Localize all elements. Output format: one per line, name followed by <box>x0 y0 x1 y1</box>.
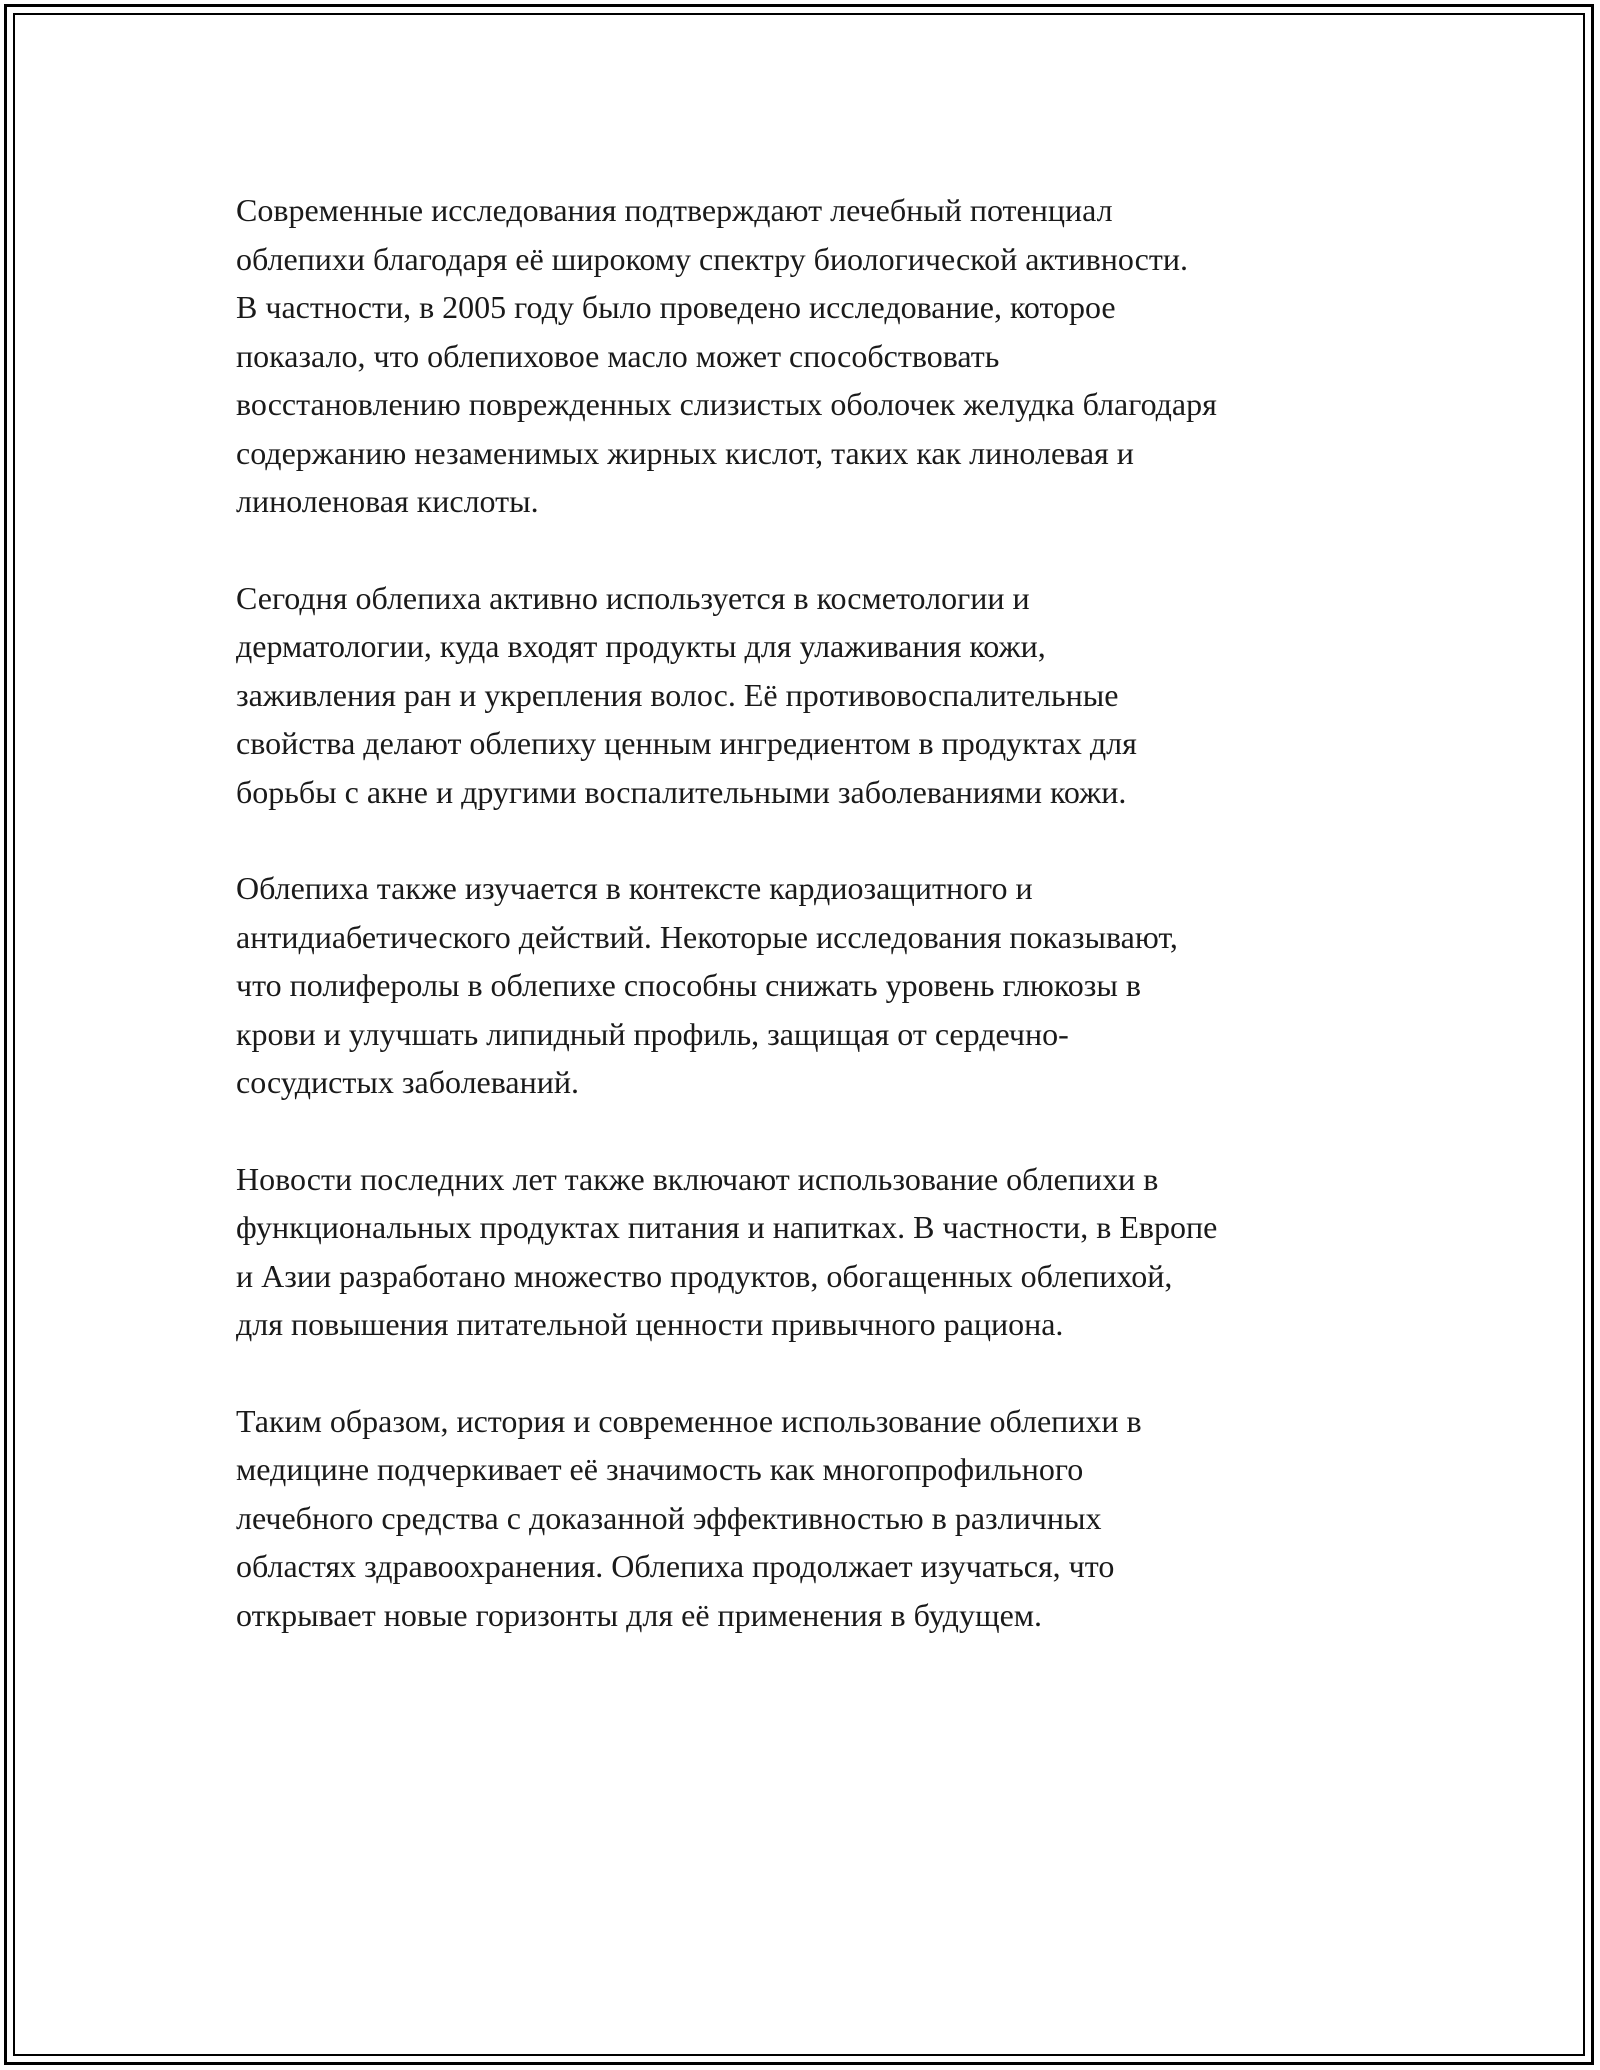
text-line: дерматологии, куда входят продукты для улаживания кожи, <box>236 628 1046 664</box>
text-line: заживления ран и укрепления волос. Её противовоспалительные <box>236 676 1119 713</box>
text-line: свойства делают облепиху ценным ингредиентом в продуктах для <box>236 725 1137 761</box>
text-line: восстановлению поврежденных слизистых оболочек желудка благодаря <box>236 386 1217 422</box>
paragraph-functional-food <box>236 1155 1386 1349</box>
paragraph-cosmetology <box>236 574 1386 817</box>
text-line: В частности, в 2005 году было проведено исследование, которое <box>236 289 1116 325</box>
text-line: показало, что облепиховое масло может способствовать <box>236 337 1000 374</box>
text-line: лечебного средства с доказанной эффективностью в различных <box>236 1499 1102 1536</box>
text-line: Облепиха также изучается в контексте кардиозащитного и <box>236 870 1033 906</box>
text-line: крови и улучшать липидный профиль, защищая от сердечно- <box>236 1015 1069 1052</box>
text-line: для повышения питательной ценности привычного рациона. <box>236 1306 1064 1342</box>
paragraph-research <box>236 186 1386 526</box>
text-line: содержанию незаменимых жирных кислот, таких как линолевая и <box>236 434 1134 471</box>
text-line: что полиферолы в облепихе способны снижать уровень глюкозы в <box>236 967 1141 1003</box>
text-line: функциональных продуктах питания и напитках. В частности, в Европе <box>236 1209 1218 1245</box>
text-line: Новости последних лет также включают использование облепихи в <box>236 1160 1159 1197</box>
text-line: линоленовая кислоты. <box>236 483 539 519</box>
paragraph-conclusion <box>236 1397 1386 1640</box>
text-line: областях здравоохранения. Облепиха продолжает изучаться, что <box>236 1548 1115 1584</box>
text-line: сосудистых заболеваний. <box>236 1064 579 1100</box>
text-line: Сегодня облепиха активно используется в косметологии и <box>236 579 1030 616</box>
document-body <box>236 186 1386 1687</box>
text-line: Таким образом, история и современное использование облепихи в <box>236 1402 1142 1439</box>
paragraph-cardioprotective <box>236 864 1386 1107</box>
text-line: борьбы с акне и другими воспалительными заболеваниями кожи. <box>236 773 1127 810</box>
text-line: антидиабетического действий. Некоторые исследования показывают, <box>236 918 1178 955</box>
text-line: Современные исследования подтверждают лечебный потенциал <box>236 192 1113 228</box>
text-line: и Азии разработано множество продуктов, обогащенных облепихой, <box>236 1257 1173 1294</box>
text-line: медицине подчеркивает её значимость как многопрофильного <box>236 1451 1084 1487</box>
text-line: открывает новые горизонты для её применения в будущем. <box>236 1596 1043 1633</box>
text-line: облепихи благодаря её широкому спектру биологической активности. <box>236 240 1188 277</box>
